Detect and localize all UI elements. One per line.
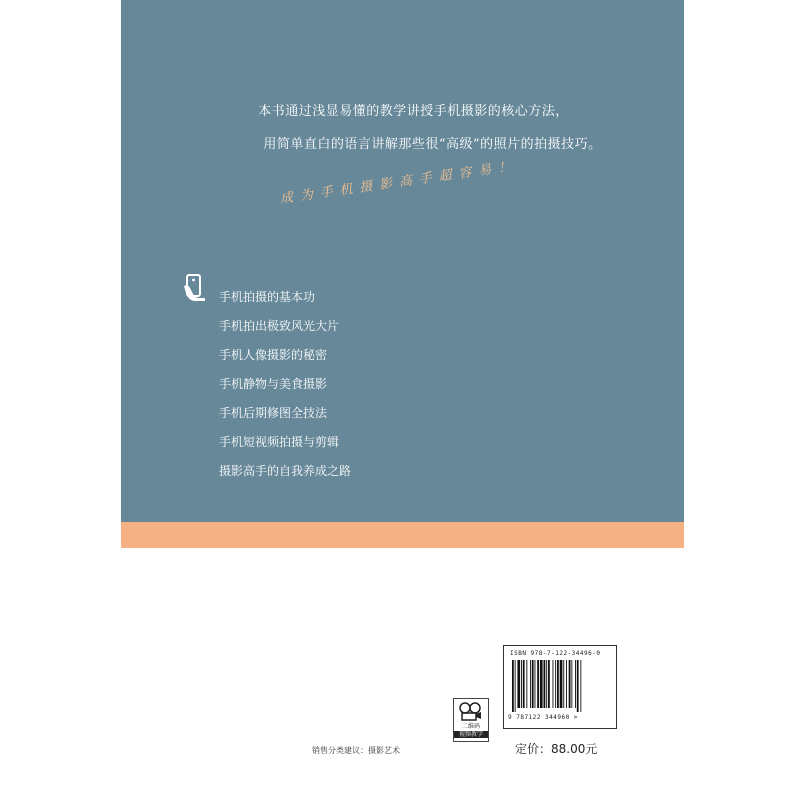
qr-label-top: 二维码 bbox=[461, 723, 480, 730]
intro-line-2: 用简单直白的语言讲解那些很“高级”的照片的拍摄技巧。 bbox=[263, 137, 602, 152]
barcode-bars bbox=[512, 660, 608, 712]
contents-item: 手机拍摄的基本功 bbox=[219, 290, 316, 304]
contents-item: 手机人像摄影的秘密 bbox=[219, 348, 328, 362]
isbn-barcode bbox=[503, 645, 617, 729]
isbn-digits: 9 787122 344960 > bbox=[508, 714, 578, 721]
sales-category: 销售分类建议：摄影艺术 bbox=[312, 746, 400, 755]
contents-item: 手机后期修图全技法 bbox=[219, 406, 328, 420]
video-camera-icon bbox=[454, 699, 488, 723]
blue-panel bbox=[121, 0, 684, 522]
slogan: 成为手机摄影高手超容易！ bbox=[279, 158, 520, 207]
qr-label-bottom: 视频教学 bbox=[454, 731, 488, 738]
qr-code bbox=[453, 698, 489, 742]
contents-item: 手机短视频拍摄与剪辑 bbox=[219, 435, 340, 449]
contents-item: 摄影高手的自我养成之路 bbox=[219, 464, 352, 478]
contents-item: 手机拍出极致风光大片 bbox=[219, 319, 340, 333]
price: 定价：88.00元 bbox=[515, 742, 598, 756]
contents-list bbox=[219, 289, 351, 492]
intro-line-1: 本书通过浅显易懂的教学讲授手机摄影的核心方法， bbox=[258, 104, 569, 119]
isbn-text: ISBN 978-7-122-34496-0 bbox=[510, 650, 601, 657]
orange-stripe bbox=[121, 522, 684, 548]
phone-hand-icon bbox=[180, 272, 210, 302]
contents-item: 手机静物与美食摄影 bbox=[219, 377, 328, 391]
